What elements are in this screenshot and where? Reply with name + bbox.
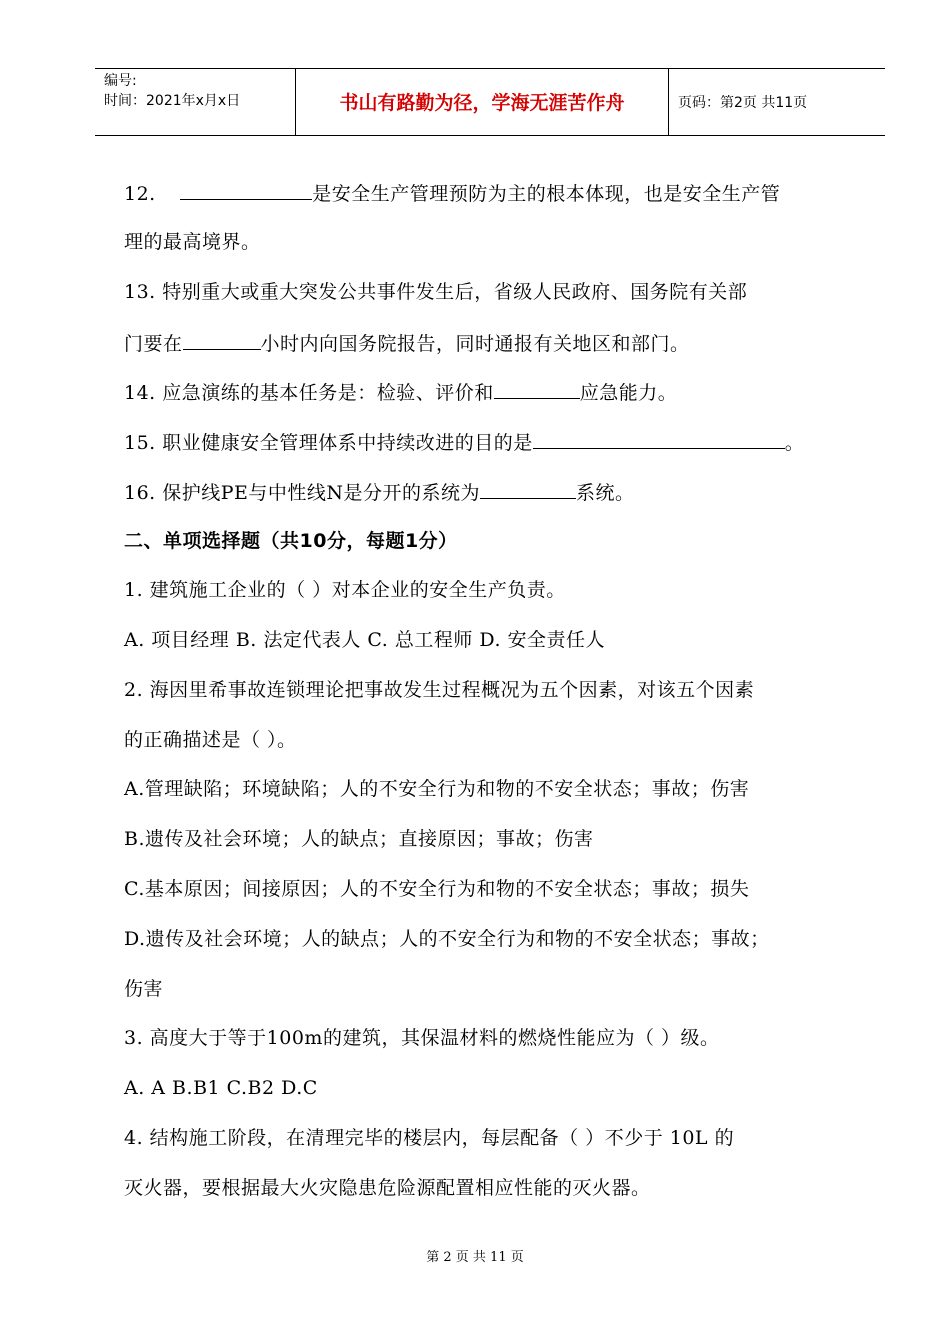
time-label: 时间：2021年x月x日 <box>104 93 241 109</box>
question-12-continued: 理的最高境界。 <box>124 231 261 253</box>
code-label: 编号: <box>104 73 137 89</box>
choice-1-stem: 1. 建筑施工企业的（ ）对本企业的安全生产负责。 <box>124 579 566 601</box>
question-13-line1: 13. 特别重大或重大突发公共事件发生后，省级人民政府、国务院有关部 <box>124 281 748 303</box>
answer-blank[interactable] <box>183 329 261 350</box>
choice-2-stem-line1: 2. 海因里希事故连锁理论把事故发生过程概况为五个因素，对该五个因素 <box>124 679 755 701</box>
page-footer: 第 2 页 共 11 页 <box>426 1250 524 1265</box>
question-14 <box>124 378 677 406</box>
choice-2-option-a: A.管理缺陷；环境缺陷；人的不安全行为和物的不安全状态；事故；伤害 <box>124 778 750 800</box>
question-14-pre: 14. 应急演练的基本任务是：检验、评价和 <box>124 382 494 404</box>
question-15 <box>124 428 804 456</box>
header-divider-right <box>668 68 669 136</box>
section-title: 二、单项选择题（共10分，每题1分） <box>124 530 458 552</box>
question-16-pre: 16. 保护线PE与中性线N是分开的系统为 <box>124 482 481 504</box>
choice-2-stem-line2: 的正确描述是（ ）。 <box>124 729 297 751</box>
question-13-post: 小时内向国务院报告，同时通报有关地区和部门。 <box>260 333 690 355</box>
choice-2-option-c: C.基本原因；间接原因；人的不安全行为和物的不安全状态；事故；损失 <box>124 878 750 900</box>
question-15-post: 。 <box>784 432 805 454</box>
header-motto: 书山有路勤为径，学海无涯苦作舟 <box>339 92 625 114</box>
answer-blank[interactable] <box>180 179 312 200</box>
choice-4-stem-line1: 4. 结构施工阶段，在清理完毕的楼层内，每层配备（ ）不少于 10L 的 <box>124 1127 735 1149</box>
header-bottom-rule <box>95 135 885 136</box>
question-14-post: 应急能力。 <box>579 382 678 404</box>
question-16-post: 系统。 <box>576 482 635 504</box>
choice-2-option-d-line2: 伤害 <box>124 978 164 1000</box>
choice-2-option-b: B.遗传及社会环境；人的缺点；直接原因；事故；伤害 <box>124 828 594 850</box>
choice-4-stem-line2: 灭火器，要根据最大火灾隐患危险源配置相应性能的灭火器。 <box>124 1177 651 1199</box>
choice-3-options: A. A B.B1 C.B2 D.C <box>124 1077 318 1099</box>
question-12 <box>124 179 780 207</box>
question-13-pre: 门要在 <box>124 333 183 355</box>
question-13-line2 <box>124 329 690 357</box>
header-meta <box>104 71 240 111</box>
answer-blank[interactable] <box>533 428 785 449</box>
question-12-text: 是安全生产管理预防为主的根本体现，也是安全生产管 <box>312 183 781 205</box>
header-top-rule <box>95 68 885 69</box>
choice-3-stem: 3. 高度大于等于100m的建筑，其保温材料的燃烧性能应为（ ）级。 <box>124 1027 720 1049</box>
choice-2-option-d-line1: D.遗传及社会环境；人的缺点；人的不安全行为和物的不安全状态；事故； <box>124 928 770 950</box>
question-15-pre: 15. 职业健康安全管理体系中持续改进的目的是 <box>124 432 533 454</box>
choice-1-options: A. 项目经理 B. 法定代表人 C. 总工程师 D. 安全责任人 <box>124 629 606 651</box>
question-12-number: 12. <box>124 183 156 205</box>
header-page-info: 页码：第2页 共11页 <box>678 95 808 111</box>
answer-blank[interactable] <box>494 378 580 399</box>
answer-blank[interactable] <box>480 478 576 499</box>
question-16 <box>124 478 635 506</box>
